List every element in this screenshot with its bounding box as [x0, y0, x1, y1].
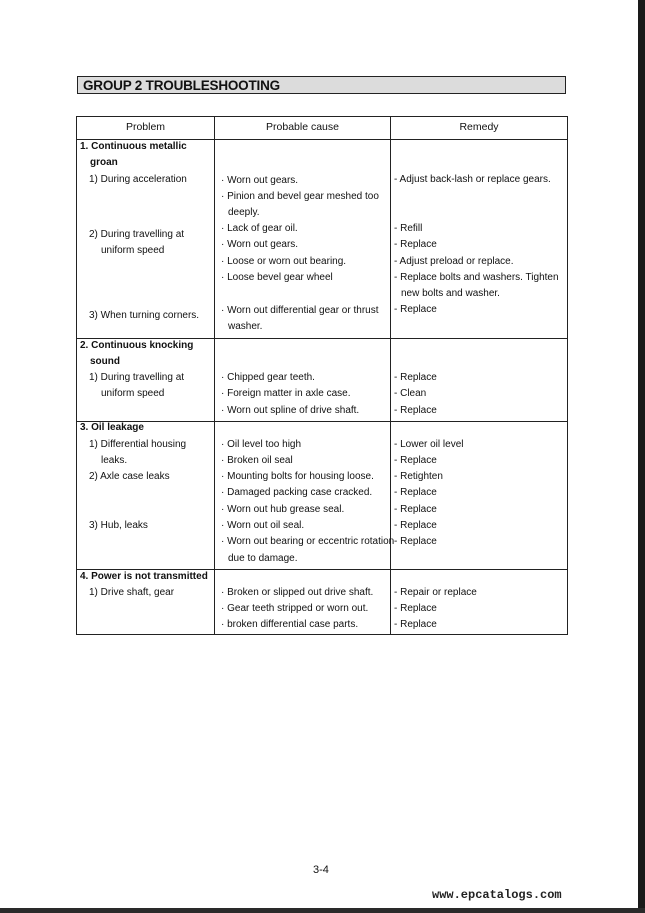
cause-item: · Worn out spline of drive shaft. [221, 405, 360, 416]
problem-item: 1) During acceleration [89, 174, 187, 185]
troubleshooting-table [76, 116, 568, 635]
cause-item: · Oil level too high [221, 439, 302, 450]
watermark-url: www.epcatalogs.com [432, 888, 562, 902]
cause-item: · Broken oil seal [221, 455, 293, 466]
problem-item: 3) Hub, leaks [89, 520, 148, 531]
page-edge-right [638, 0, 645, 913]
cause-item: · Mounting bolts for housing loose. [221, 471, 374, 482]
cause-item: deeply. [228, 207, 260, 218]
cause-item: · Loose bevel gear wheel [221, 272, 333, 283]
cause-item: · Worn out bearing or eccentric rotation [221, 536, 395, 547]
cause-item: · Worn out gears. [221, 239, 299, 250]
page-edge-bottom [0, 908, 645, 913]
remedy-item: - Replace [394, 520, 437, 531]
cause-item: · Foreign matter in axle case. [221, 388, 351, 399]
cause-item: · Worn out gears. [221, 175, 299, 186]
problem-item: 2) During travelling at [89, 229, 185, 240]
remedy-item: - Repair or replace [394, 587, 477, 598]
problem-item: 2) Axle case leaks [89, 471, 170, 482]
cause-item: · Lack of gear oil. [221, 223, 298, 234]
remedy-item: - Replace [394, 304, 437, 315]
problem-item: leaks. [101, 455, 128, 466]
remedy-item: - Replace [394, 405, 437, 416]
remedy-item: - Replace [394, 239, 437, 250]
section-heading: groan [90, 157, 118, 168]
cause-item: · Chipped gear teeth. [221, 372, 315, 383]
remedy-item: - Retighten [394, 471, 443, 482]
page-number: 3-4 [313, 864, 329, 876]
remedy-item: - Lower oil level [394, 439, 464, 450]
cause-item: · Gear teeth stripped or worn out. [221, 603, 369, 614]
section-heading: 3. Oil leakage [80, 422, 144, 433]
remedy-item: new bolts and washer. [401, 288, 500, 299]
column-divider [390, 117, 391, 634]
remedy-item: - Replace [394, 372, 437, 383]
cause-item: · broken differential case parts. [221, 619, 359, 630]
section-heading: sound [90, 356, 120, 367]
remedy-item: - Replace [394, 619, 437, 630]
cause-item: · Damaged packing case cracked. [221, 487, 373, 498]
problem-item: 3) When turning corners. [89, 310, 200, 321]
remedy-item: - Replace [394, 487, 437, 498]
cause-item: · Broken or slipped out drive shaft. [221, 587, 374, 598]
cause-item: due to damage. [228, 553, 298, 564]
remedy-item: - Replace bolts and washers. Tighten [394, 272, 559, 283]
cause-item: washer. [228, 321, 263, 332]
cause-item: · Worn out oil seal. [221, 520, 305, 531]
section-heading: 1. Continuous metallic [80, 141, 187, 152]
problem-item: 1) Drive shaft, gear [89, 587, 175, 598]
column-divider [214, 117, 215, 634]
cause-item: · Worn out hub grease seal. [221, 504, 345, 515]
header-remedy: Remedy [459, 121, 499, 133]
problem-item: 1) During travelling at [89, 372, 185, 383]
remedy-item: - Adjust preload or replace. [394, 256, 514, 267]
cause-item: · Worn out differential gear or thrust [221, 305, 379, 316]
remedy-item: - Replace [394, 536, 437, 547]
problem-item: uniform speed [101, 388, 165, 399]
problem-item: 1) Differential housing [89, 439, 187, 450]
section-heading: 2. Continuous knocking [80, 340, 194, 351]
remedy-item: - Adjust back-lash or replace gears. [394, 174, 551, 185]
remedy-item: - Clean [394, 388, 427, 399]
group-title: GROUP 2 TROUBLESHOOTING [77, 76, 566, 94]
header-cause: Probable cause [266, 121, 339, 133]
problem-item: uniform speed [101, 245, 165, 256]
remedy-item: - Replace [394, 504, 437, 515]
cause-item: · Loose or worn out bearing. [221, 256, 347, 267]
section-heading: 4. Power is not transmitted [80, 571, 208, 582]
remedy-item: - Replace [394, 455, 437, 466]
remedy-item: - Refill [394, 223, 423, 234]
header-problem: Problem [125, 121, 166, 133]
remedy-item: - Replace [394, 603, 437, 614]
section-divider [77, 421, 567, 422]
cause-item: · Pinion and bevel gear meshed too [221, 191, 379, 202]
